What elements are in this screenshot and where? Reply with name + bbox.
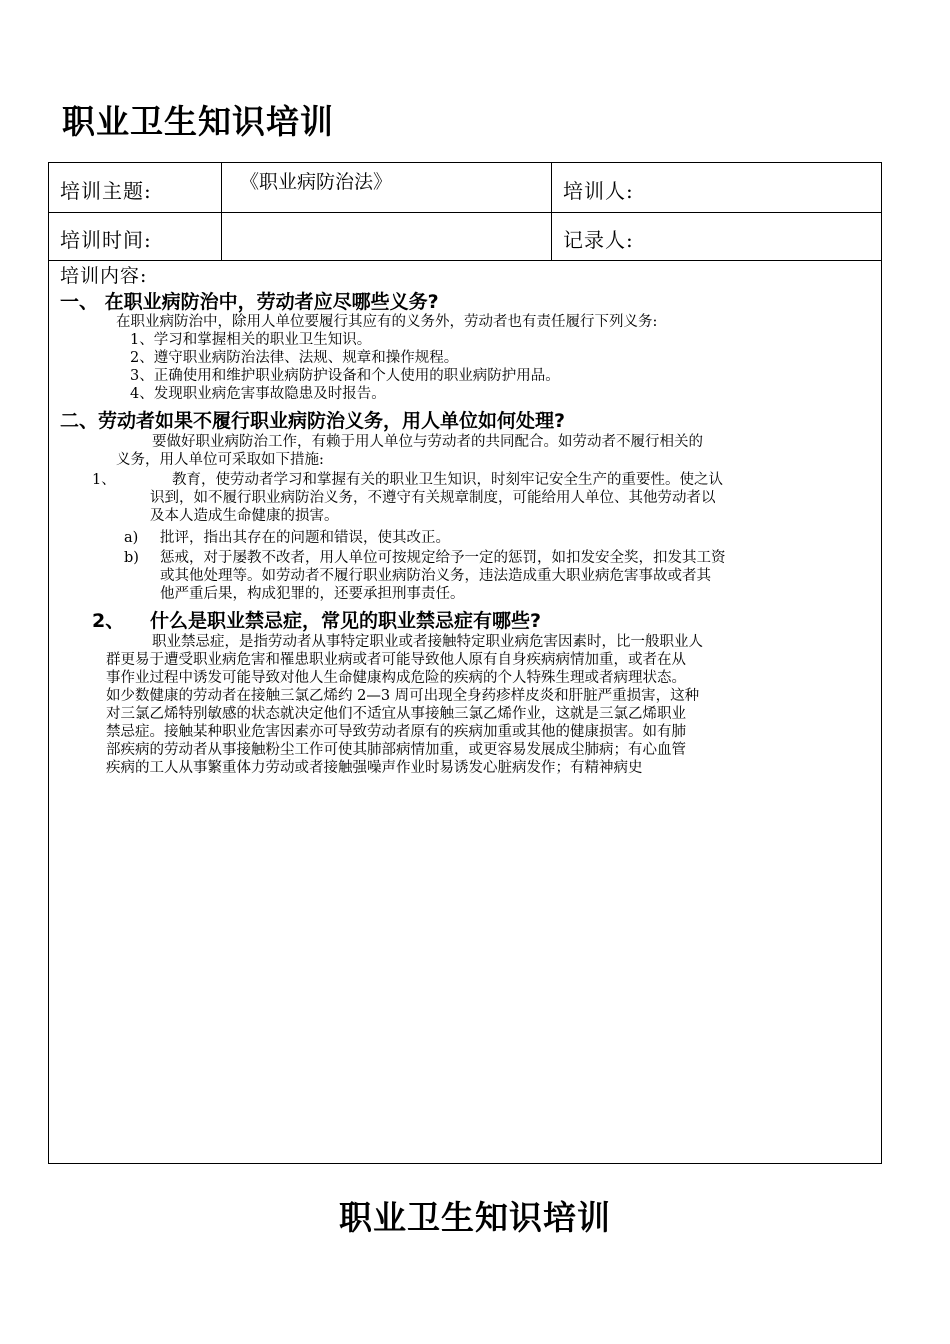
section1-item: 1、学习和掌握相关的职业卫生知识。 bbox=[130, 332, 372, 348]
sub-item-a-mark: a) bbox=[124, 530, 139, 546]
section2-heading: 二、劳动者如果不履行职业病防治义务，用人单位如何处理? bbox=[60, 410, 566, 432]
section1-intro: 在职业病防治中，除用人单位要履行其应有的义务外，劳动者也有责任履行下列义务: bbox=[116, 314, 658, 330]
section3-paragraph-line: 部疾病的劳动者从事接触粉尘工作可使其肺部病情加重，或更容易发展成尘肺病；有心血管 bbox=[106, 742, 686, 758]
time-label: 培训时间: bbox=[60, 228, 152, 252]
section2-item-text: 识到，如不履行职业病防治义务，不遵守有关规章制度，可能给用人单位、其他劳动者以 bbox=[150, 490, 716, 506]
content-label: 培训内容: bbox=[60, 265, 148, 287]
section2-item-text: 教育，使劳动者学习和掌握有关的职业卫生知识，时刻牢记安全生产的重要性。使之认 bbox=[172, 472, 723, 488]
recorder-cell bbox=[552, 212, 881, 260]
recorder-label: 记录人: bbox=[563, 228, 634, 252]
section2-item-number: 1、 bbox=[92, 472, 116, 488]
section3-paragraph-line: 职业禁忌症，是指劳动者从事特定职业或者接触特定职业病危害因素时，比一般职业人 bbox=[152, 634, 703, 650]
page-title-repeat: 职业卫生知识培训 bbox=[339, 1198, 611, 1237]
trainer-cell bbox=[552, 163, 881, 212]
section2-intro: 义务，用人单位可采取如下措施: bbox=[116, 452, 324, 468]
topic-label-cell bbox=[49, 163, 222, 212]
section2-intro: 要做好职业病防治工作，有赖于用人单位与劳动者的共同配合。如劳动者不履行相关的 bbox=[152, 434, 703, 450]
section1-item: 4、发现职业病危害事故隐患及时报告。 bbox=[130, 386, 386, 402]
section3-paragraph-line: 疾病的工人从事繁重体力劳动或者接触强噪声作业时易诱发心脏病发作；有精神病史 bbox=[106, 760, 643, 776]
sub-item-b-text: 他严重后果，构成犯罪的，还要承担刑事责任。 bbox=[160, 586, 465, 602]
topic-label: 培训主题: bbox=[60, 179, 152, 203]
sub-item-b-text: 惩戒，对于屡教不改者，用人单位可按规定给予一定的惩罚，如扣发安全奖，扣发其工资 bbox=[160, 550, 726, 566]
section1-item: 3、正确使用和维护职业病防护设备和个人使用的职业病防护用品。 bbox=[130, 368, 560, 384]
section2-item-text: 及本人造成生命健康的损害。 bbox=[150, 508, 339, 524]
form-row-topic bbox=[49, 163, 881, 213]
topic-value: 《职业病防治法》 bbox=[240, 171, 393, 193]
topic-value-cell bbox=[222, 163, 552, 212]
section3-paragraph-line: 如少数健康的劳动者在接触三氯乙烯约 2—3 周可出现全身药疹样皮炎和肝脏严重损害，这种 bbox=[106, 688, 700, 704]
section1-item: 2、遵守职业病防治法律、法规、规章和操作规程。 bbox=[130, 350, 459, 366]
section3-paragraph-line: 群更易于遭受职业病危害和罹患职业病或者可能导致他人原有自身疾病病情加重，或者在从 bbox=[106, 652, 686, 668]
section3-paragraph-line: 禁忌症。接触某种职业危害因素亦可导致劳动者原有的疾病加重或其他的健康损害。如有肺 bbox=[106, 724, 686, 740]
time-value-cell bbox=[222, 212, 552, 260]
trainer-label: 培训人: bbox=[563, 179, 634, 203]
sub-item-b-mark: b) bbox=[124, 550, 139, 566]
time-label-cell bbox=[49, 212, 222, 260]
page-title: 职业卫生知识培训 bbox=[62, 102, 334, 141]
section3-heading: 什么是职业禁忌症，常见的职业禁忌症有哪些? bbox=[150, 610, 542, 632]
sub-item-a-text: 批评，指出其存在的问题和错误，使其改正。 bbox=[160, 530, 450, 546]
section3-heading-number: 2、 bbox=[92, 610, 125, 632]
form-row-time bbox=[49, 212, 881, 261]
section1-heading: 一、 在职业病防治中，劳动者应尽哪些义务? bbox=[60, 291, 439, 313]
section3-paragraph-line: 事作业过程中诱发可能导致对他人生命健康构成危险的疾病的个人特殊生理或者病理状态。 bbox=[106, 670, 686, 686]
training-record-form bbox=[48, 162, 882, 1164]
sub-item-b-text: 或其他处理等。如劳动者不履行职业病防治义务，违法造成重大职业病危害事故或者其 bbox=[160, 568, 711, 584]
section3-paragraph-line: 对三氯乙烯特别敏感的状态就决定他们不适宜从事接触三氯乙烯作业，这就是三氯乙烯职业 bbox=[106, 706, 686, 722]
